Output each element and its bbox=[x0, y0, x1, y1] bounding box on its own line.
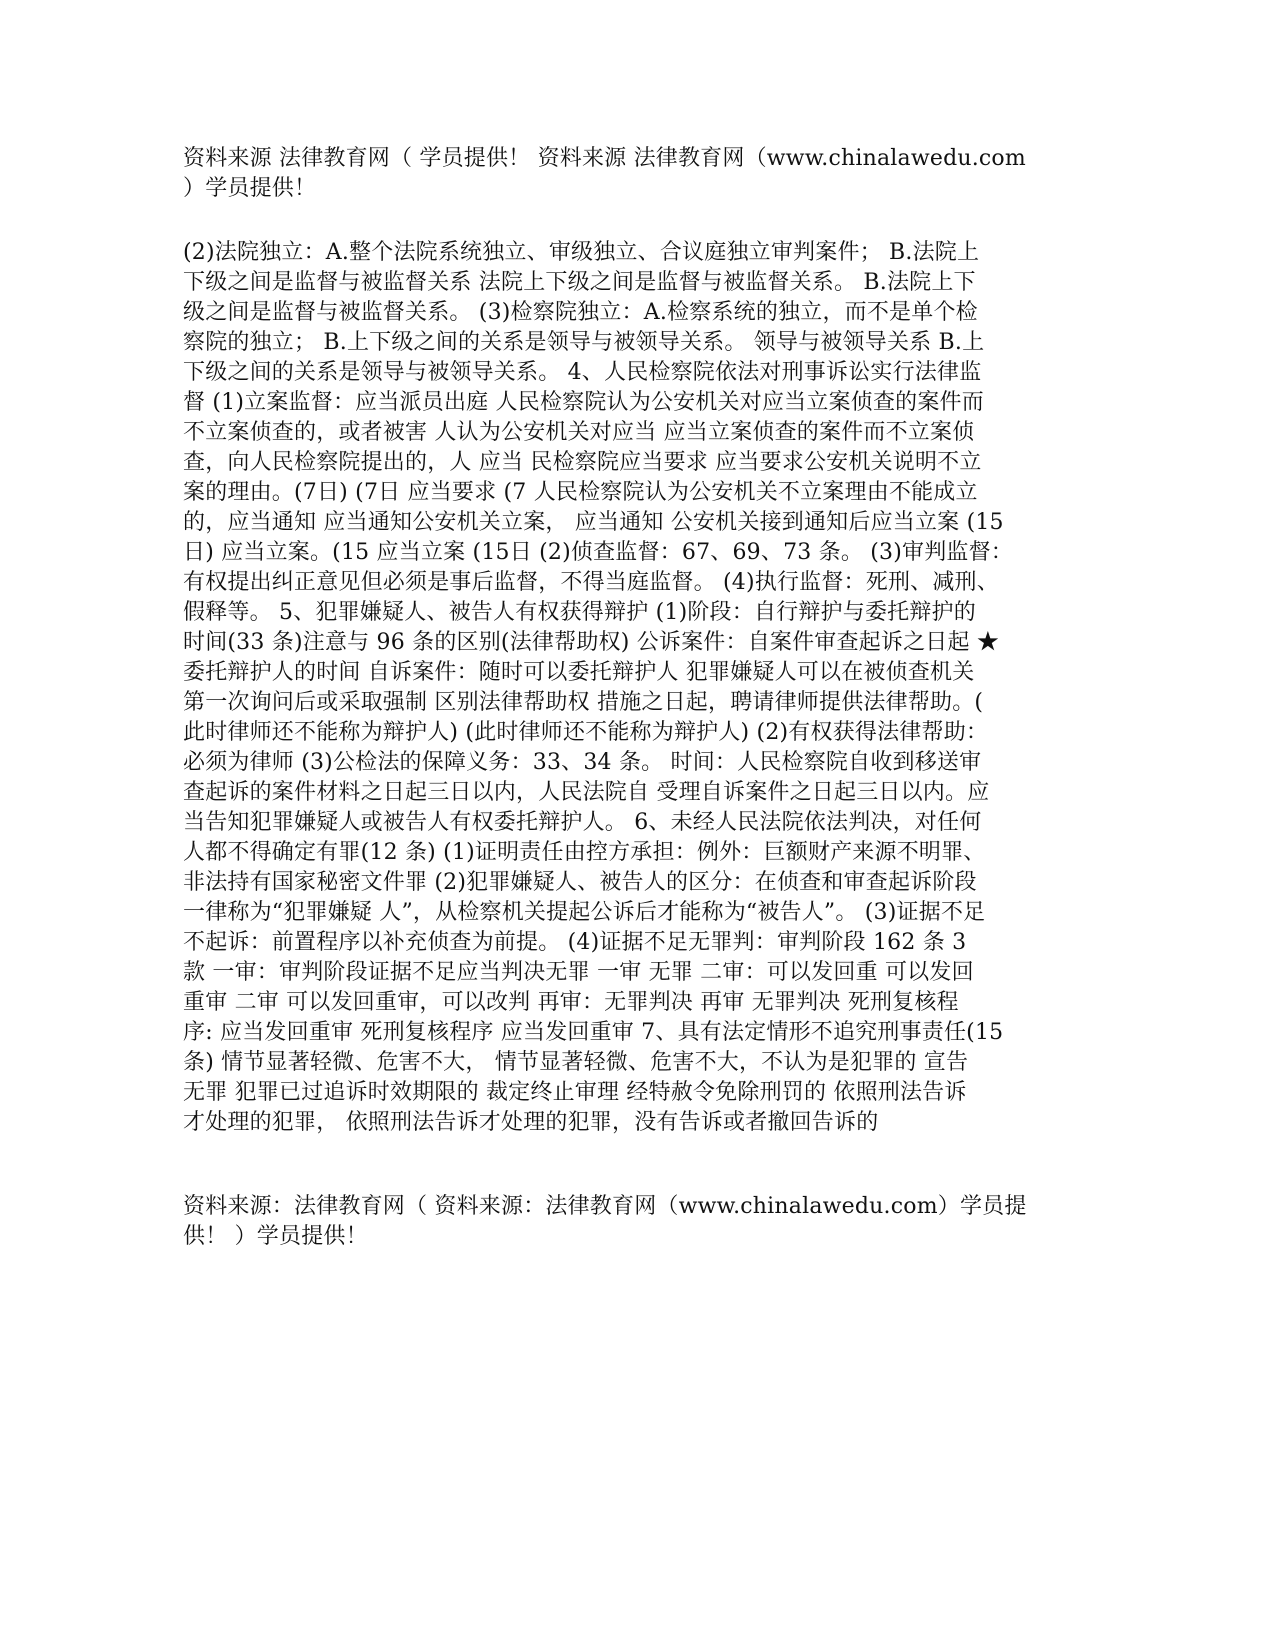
body-line: 无罪 犯罪已过追诉时效期限的 裁定终止审理 经特赦令免除刑罚的 依照刑法告诉 bbox=[183, 1080, 967, 1105]
body-line: 必须为律师 (3)公检法的保障义务：33、34 条。 时间：人民检察院自收到移送审 bbox=[183, 750, 982, 775]
body-line: 款 一审：审判阶段证据不足应当判决无罪 一审 无罪 二审：可以发回重 可以发回 bbox=[183, 960, 974, 985]
body-line: 级之间是监督与被监督关系。 (3)检察院独立：A.检察系统的独立，而不是单个检 bbox=[183, 300, 978, 325]
body-line: 案的理由。(7日) (7日 应当要求 (7 人民检察院认为公安机关不立案理由不能成立 bbox=[183, 480, 978, 505]
body-line: 察院的独立； B.上下级之间的关系是领导与被领导关系。 领导与被领导关系 B.上 bbox=[183, 330, 985, 355]
body-line: 不立案侦查的，或者被害 人认为公安机关对应当 应当立案侦查的案件而不立案侦 bbox=[183, 420, 975, 445]
body-line: 委托辩护人的时间 自诉案件：随时可以委托辩护人 犯罪嫌疑人可以在被侦查机关 bbox=[183, 660, 975, 685]
body-line: 人都不得确定有罪(12 条) (1)证明责任由控方承担：例外：巨额财产来源不明罪、 bbox=[183, 840, 986, 865]
header-line: ）学员提供！ bbox=[183, 176, 317, 201]
source-header bbox=[183, 144, 1083, 204]
body-line: (2)法院独立：A.整个法院系统独立、审级独立、合议庭独立审判案件； B.法院上 bbox=[183, 240, 980, 265]
body-line: 此时律师还不能称为辩护人) (此时律师还不能称为辩护人) (2)有权获得法律帮助： bbox=[183, 720, 989, 745]
header-line: 资料来源 法律教育网（ 学员提供！ 资料来源 法律教育网（www.chinalawedu.com bbox=[183, 146, 1026, 171]
body-line: 条) 情节显著轻微、危害不大， 情节显著轻微、危害不大，不认为是犯罪的 宣告 bbox=[183, 1050, 969, 1075]
body-line: 非法持有国家秘密文件罪 (2)犯罪嫌疑人、被告人的区分：在侦查和审查起诉阶段 bbox=[183, 870, 977, 895]
body-line: 当告知犯罪嫌疑人或被告人有权委托辩护人。 6、未经人民法院依法判决，对任何 bbox=[183, 810, 982, 835]
body-line: 日) 应当立案。(15 应当立案 (15日 (2)侦查监督：67、69、73 条。 (3)审判监督： bbox=[183, 540, 1014, 565]
body-line: 重审 二审 可以发回重审，可以改判 再审：无罪判决 再审 无罪判决 死刑复核程 bbox=[183, 990, 959, 1015]
body-line: 督 (1)立案监督：应当派员出庭 人民检察院认为公安机关对应当立案侦查的案件而 bbox=[183, 390, 984, 415]
body-line: 第一次询问后或采取强制 区别法律帮助权 措施之日起，聘请律师提供法律帮助。( bbox=[183, 690, 984, 715]
body-line: 的，应当通知 应当通知公安机关立案， 应当通知 公安机关接到通知后应当立案 (15 bbox=[183, 510, 1004, 535]
body-line: 一律称为“犯罪嫌疑 人”，从检察机关提起公诉后才能称为“被告人”。 (3)证据不足 bbox=[183, 900, 986, 925]
source-footer bbox=[183, 1192, 1083, 1252]
body-line: 序: 应当发回重审 死刑复核程序 应当发回重审 7、具有法定情形不追究刑事责任(15 bbox=[183, 1020, 1004, 1045]
body-line: 时间(33 条)注意与 96 条的区别(法律帮助权) 公诉案件：自案件审查起诉之日起 ★ bbox=[183, 630, 1000, 655]
body-line: 假释等。 5、犯罪嫌疑人、被告人有权获得辩护 (1)阶段：自行辩护与委托辩护的 bbox=[183, 600, 976, 625]
body-line: 查起诉的案件材料之日起三日以内，人民法院自 受理自诉案件之日起三日以内。应 bbox=[183, 780, 990, 805]
footer-line: 资料来源：法律教育网（ 资料来源：法律教育网（www.chinalawedu.com）学员提 bbox=[183, 1194, 1027, 1219]
body-line: 有权提出纠正意见但必须是事后监督，不得当庭监督。 (4)执行监督：死刑、减刑、 bbox=[183, 570, 999, 595]
body-line: 才处理的犯罪， 依照刑法告诉才处理的犯罪，没有告诉或者撤回告诉的 bbox=[183, 1110, 879, 1135]
body-text bbox=[183, 238, 1083, 1138]
footer-line: 供！ ）学员提供！ bbox=[183, 1224, 368, 1249]
body-line: 下级之间的关系是领导与被领导关系。 4、人民检察院依法对刑事诉讼实行法律监 bbox=[183, 360, 982, 385]
body-line: 查，向人民检察院提出的，人 应当 民检察院应当要求 应当要求公安机关说明不立 bbox=[183, 450, 982, 475]
body-line: 不起诉：前置程序以补充侦查为前提。 (4)证据不足无罪判：审判阶段 162 条 3 bbox=[183, 930, 967, 955]
body-line: 下级之间是监督与被监督关系 法院上下级之间是监督与被监督关系。 B.法院上下 bbox=[183, 270, 976, 295]
